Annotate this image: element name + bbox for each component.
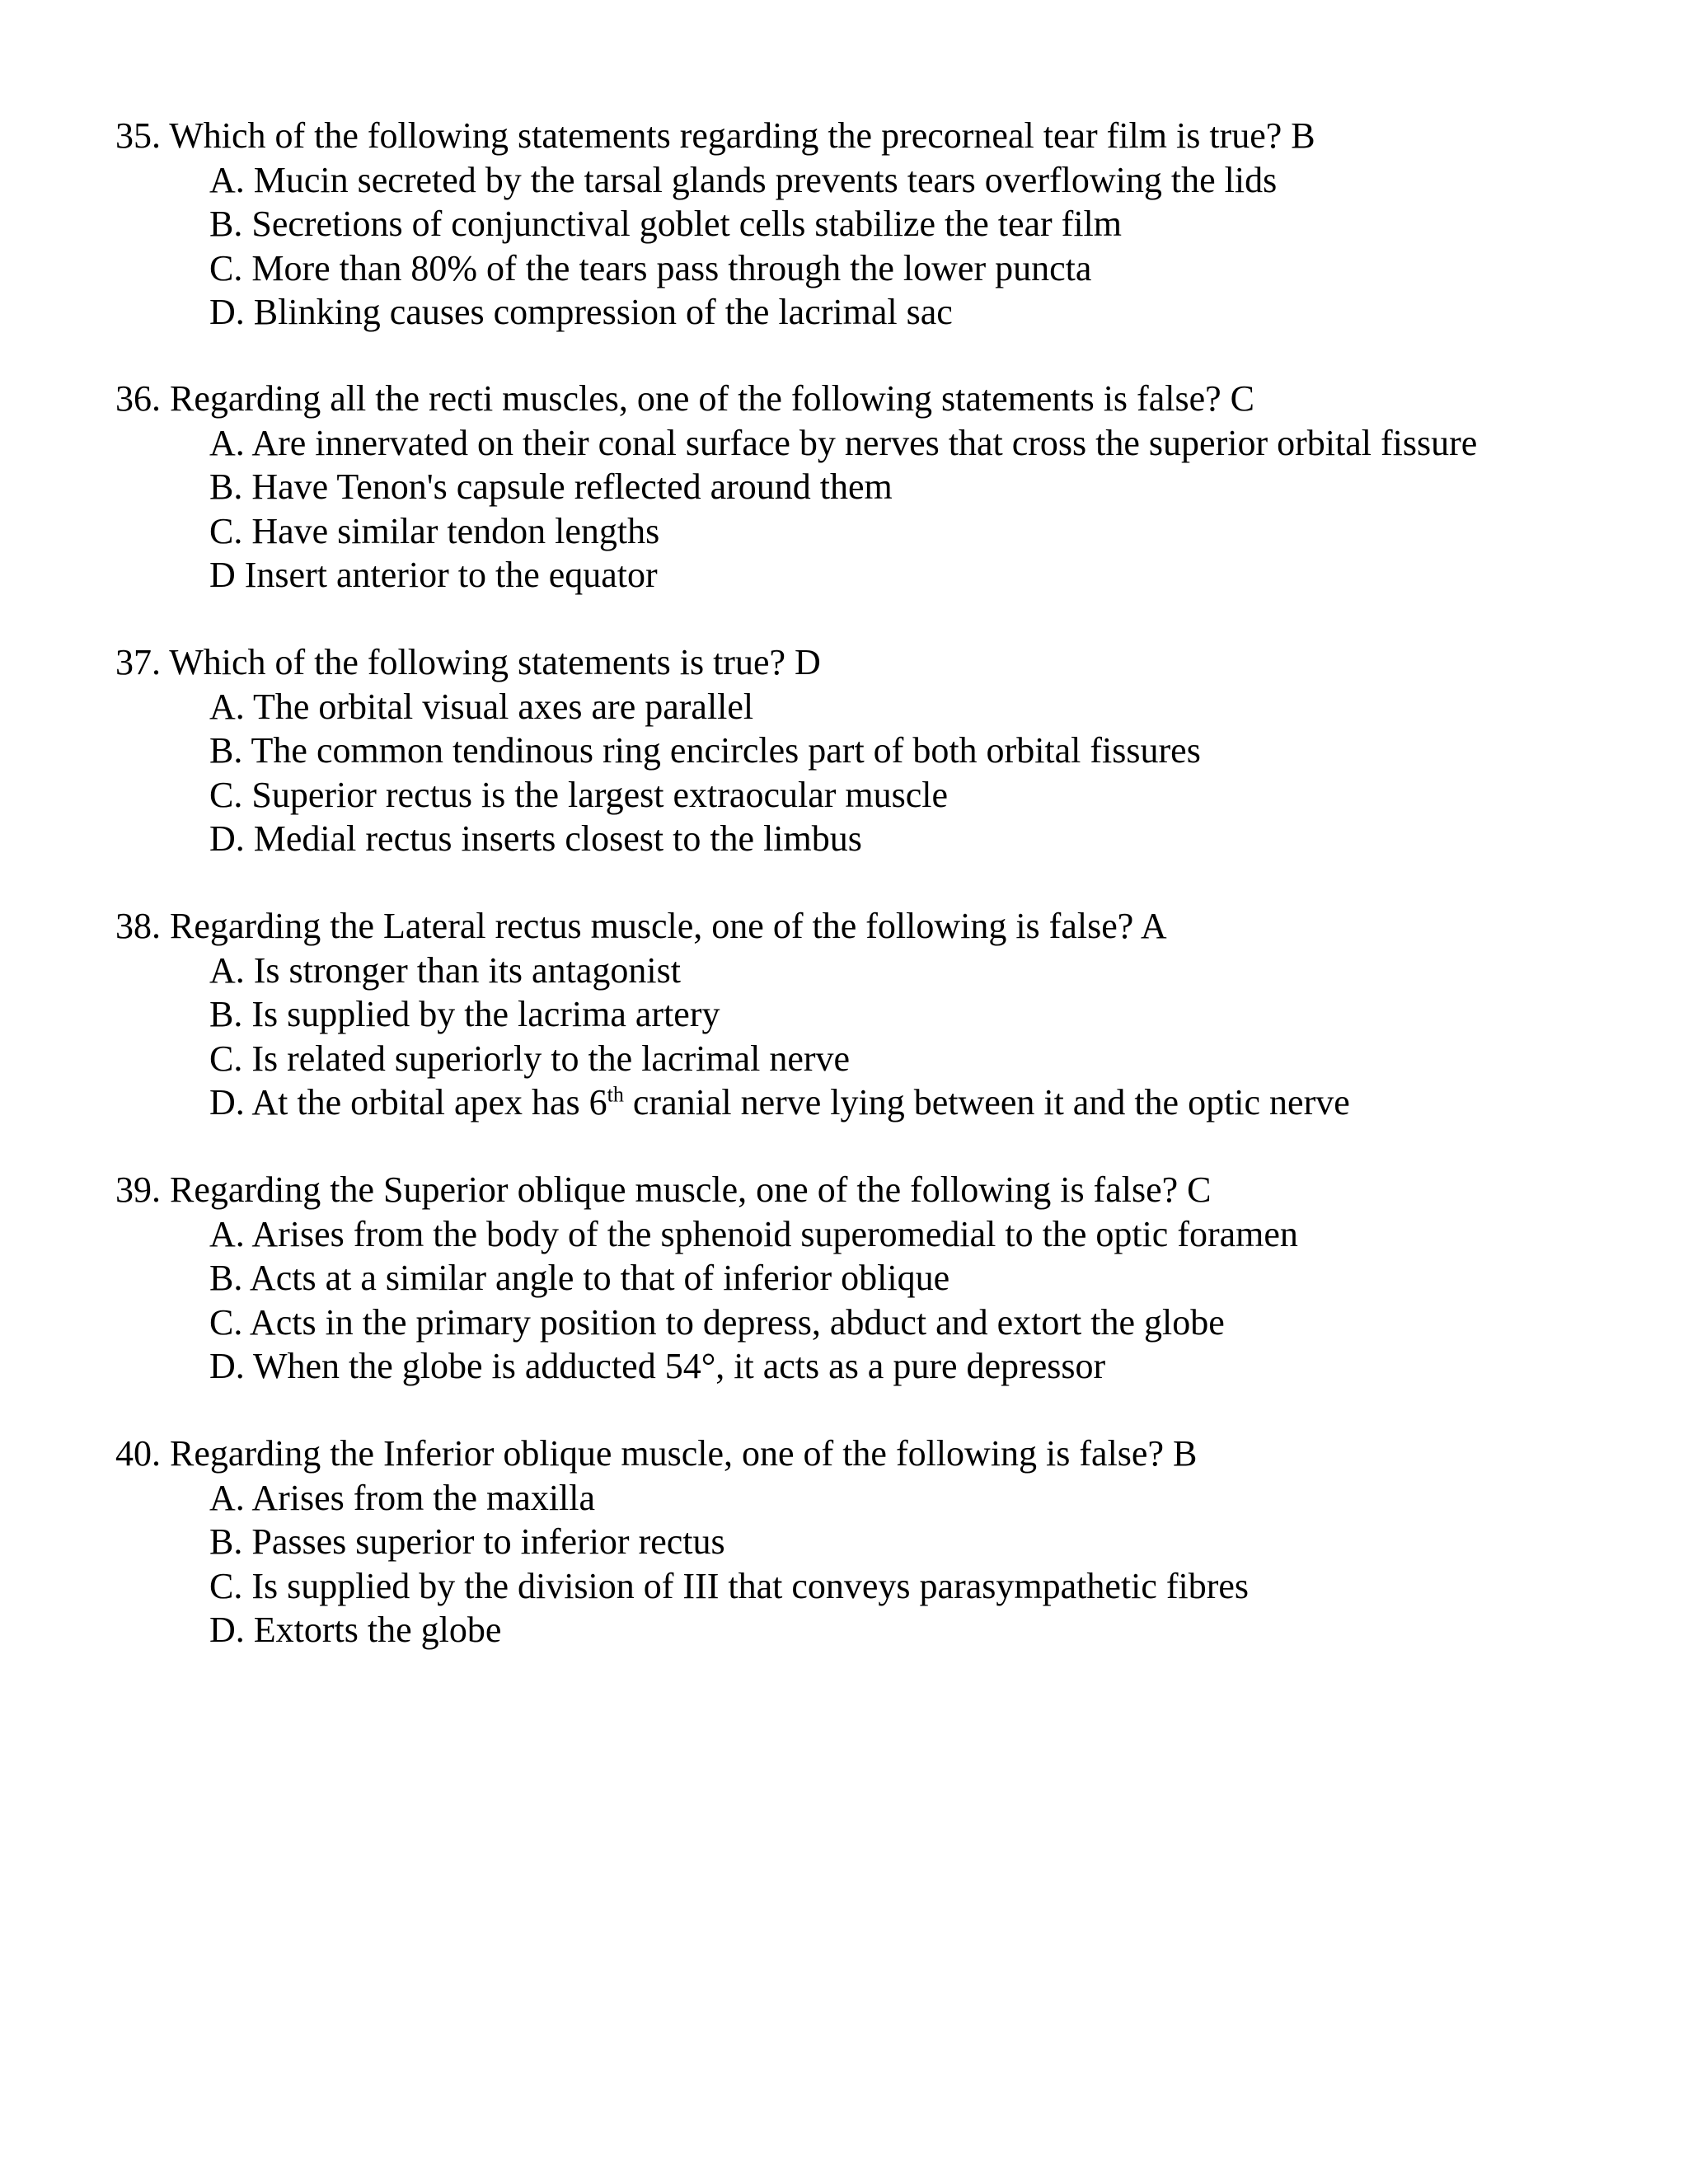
ordinal-superscript: th (607, 1082, 624, 1107)
option-c: C. More than 80% of the tears pass through the lower puncta (209, 247, 1092, 288)
option-c: C. Have similar tendon lengths (209, 510, 660, 551)
option-c: C. Is related superiorly to the lacrimal nerve (209, 1038, 851, 1079)
question-stem: 37. Which of the following statements is true? D (115, 642, 821, 682)
option-c: C. Is supplied by the division of III that conveys parasympathetic fibres (209, 1565, 1250, 1606)
option-d-text-start: D. At the orbital apex has 6 (209, 1082, 607, 1122)
option-d: D. Medial rectus inserts closest to the limbus (209, 818, 862, 859)
option-d (115, 1080, 1665, 1125)
question-39 (115, 1168, 1665, 1389)
question-35 (115, 114, 1665, 335)
option-c: C. Acts in the primary position to depress, abduct and extort the globe (209, 1301, 1225, 1343)
option-d: D. Extorts the globe (209, 1610, 502, 1650)
option-b: B. Have Tenon's capsule reflected around them (209, 466, 893, 507)
question-stem: 35. Which of the following statements regarding the precorneal tear film is true? B (115, 115, 1315, 156)
option-a: A. The orbital visual axes are parallel (209, 686, 754, 727)
option-b: B. The common tendinous ring encircles part of both orbital fissures (209, 730, 1201, 771)
option-a: A. Are innervated on their conal surface by nerves that cross the superior orbital fissure (209, 422, 1478, 463)
option-d-text-end: cranial nerve lying between it and the optic nerve (623, 1082, 1350, 1122)
option-d: D. When the globe is adducted 54°, it acts as a pure depressor (209, 1346, 1106, 1386)
question-stem: 38. Regarding the Lateral rectus muscle, one of the following is false? A (115, 906, 1167, 946)
question-stem: 36. Regarding all the recti muscles, one of the following statements is false? C (115, 378, 1254, 419)
option-a: A. Arises from the maxilla (209, 1477, 596, 1518)
option-b: B. Is supplied by the lacrima artery (209, 994, 720, 1034)
option-a: A. Arises from the body of the sphenoid superomedial to the optic foramen (209, 1213, 1298, 1254)
option-c: C. Superior rectus is the largest extraocular muscle (209, 774, 949, 815)
option-d: D Insert anterior to the equator (209, 555, 658, 595)
question-stem: 40. Regarding the Inferior oblique muscle, one of the following is false? B (115, 1433, 1198, 1474)
question-40 (115, 1432, 1665, 1652)
question-36 (115, 377, 1665, 598)
option-b: B. Acts at a similar angle to that of inferior oblique (209, 1258, 950, 1298)
question-37 (115, 640, 1665, 861)
question-38 (115, 904, 1665, 1125)
option-a: A. Is stronger than its antagonist (209, 949, 681, 991)
option-a: A. Mucin secreted by the tarsal glands prevents tears overflowing the lids (209, 159, 1278, 200)
option-b: B. Secretions of conjunctival goblet cells stabilize the tear film (209, 204, 1123, 244)
option-b: B. Passes superior to inferior rectus (209, 1521, 725, 1562)
question-stem: 39. Regarding the Superior oblique muscle, one of the following is false? C (115, 1169, 1212, 1210)
option-d: D. Blinking causes compression of the lacrimal sac (209, 292, 953, 332)
